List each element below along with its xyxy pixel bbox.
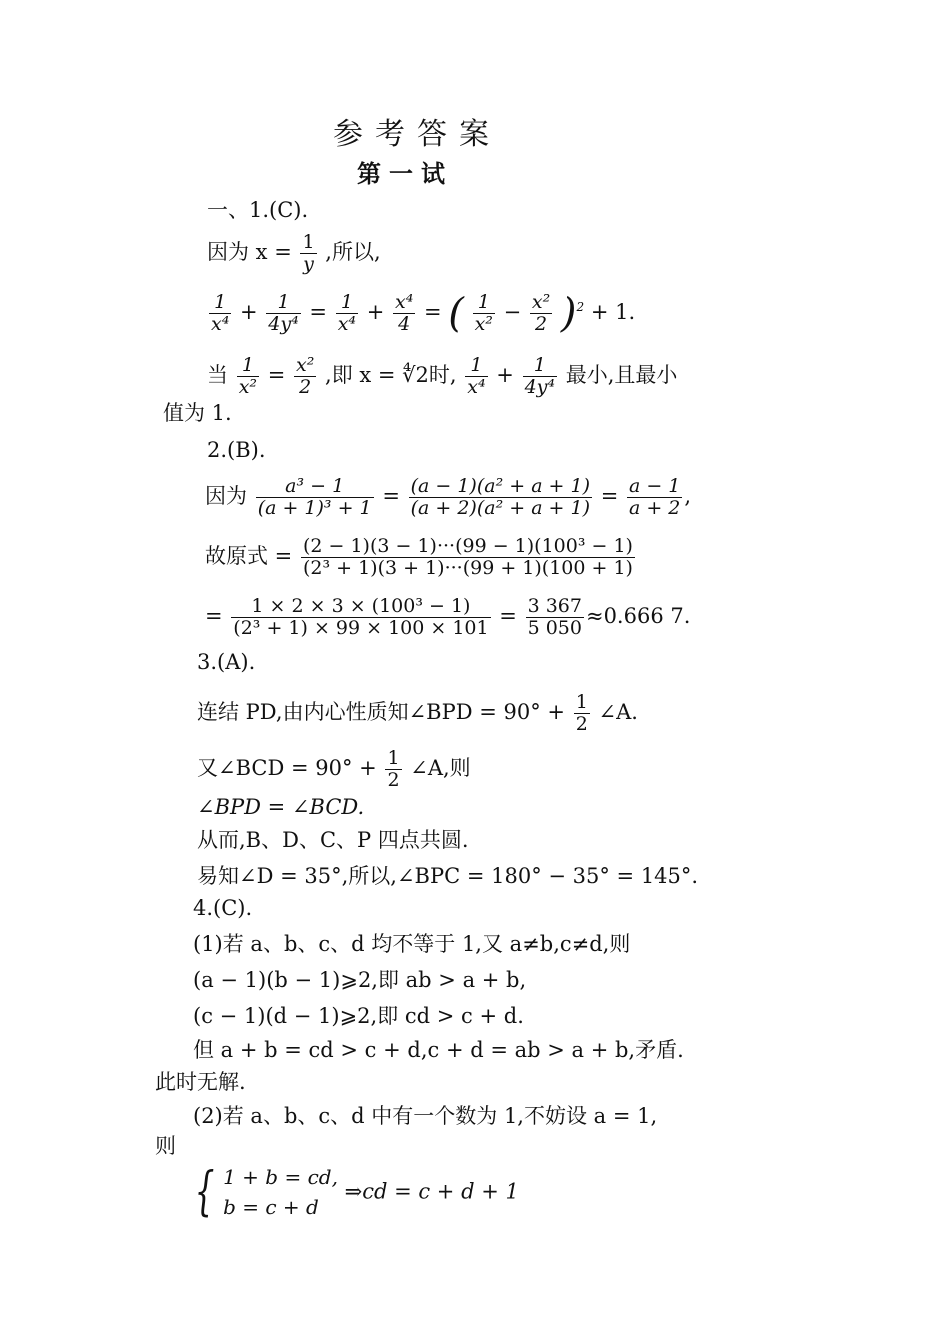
q2-line-1: 因为 $\frac{\text{a³ − 1}}{\text{(a + 1)³ + 1}}$ = $\frac{\text{(a − 1)(a² + a + 1)}}{\text{(a + 2)(a² + a + 1)}}$ = $\frac{a - 1}{a + 2}$ , xyxy=(205,475,692,519)
q2-heading: 2.(B). xyxy=(207,438,266,462)
q4-line-2: (a − 1)(b − 1)⩾2,即 ab > a + b, xyxy=(193,968,527,992)
q3-line-4: 从而,B、D、C、P 四点共圆. xyxy=(197,828,469,852)
section-title: 第一试 xyxy=(357,159,453,188)
q1-line-1 xyxy=(207,232,381,275)
q4-line-4: 但 a + b = cd > c + d,c + d = ab > a + b,矛盾. xyxy=(193,1038,684,1062)
q4-line-3: (c − 1)(d − 1)⩾2,即 cd > c + d. xyxy=(193,1004,524,1028)
q3-line-3: ∠BPD = ∠BCD. xyxy=(197,795,365,819)
q4-line-1: (1)若 a、b、c、d 均不等于 1,又 a≠b,c≠d,则 xyxy=(193,932,631,956)
q4-equation-system: { 1 + b = cd, b = c + d ⇒cd = c + d + 1 xyxy=(194,1162,519,1222)
brace: { xyxy=(194,1162,215,1222)
text: ,所以, xyxy=(325,240,381,264)
q2-line-2: 故原式 = $\frac{\text{(2 − 1)(3 − 1)···(99 − 1)(100³ − 1)}}{\text{(2³ + 1)(3 + 1)···(99 + 1)(100 + 1)}}$ xyxy=(205,535,633,579)
q4-line-6: (2)若 a、b、c、d 中有一个数为 1,不妨设 a = 1, xyxy=(193,1104,658,1128)
q2-line-3: = $\frac{\text{1 × 2 × 3 × (100³ − 1)}}{\text{(2³ + 1) × 99 × 100 × 101}}$ = $\frac{3 367}{5 050}$ ≈0.666 7. xyxy=(205,595,691,639)
fraction: $\frac{1}{y}$ xyxy=(302,231,315,275)
q3-line-2: 又∠BCD = 90° + $\frac{1}{2}$ ∠A,则 xyxy=(197,747,471,791)
q1-line-3: 当 $\frac{1}{\text{x²}}$ = $\frac{\text{x²}}{2}$ ,即 x = ∜2时, $\frac{1}{\text{x⁴}}$ + $\frac{1}{\text{4y⁴}}$ 最小,且最小 xyxy=(207,354,678,398)
q1-line-2: $\frac{1}{\text{x⁴}}$ + $\frac{1}{\text{4y⁴}}$ = $\frac{1}{\text{x⁴}}$ + $\frac{\text{x⁴}}{4}$ = ( $\frac{1}{\text{x²}}$ − $\frac{\text{x²}}{2}$ )$^2$ + 1. xyxy=(211,290,636,337)
text: 因为 x = xyxy=(207,240,292,264)
q1-line-4: 值为 1. xyxy=(163,401,232,425)
q4-line-7: 则 xyxy=(155,1134,176,1158)
q3-line-5: 易知∠D = 35°,所以,∠BPC = 180° − 35° = 145°. xyxy=(197,864,699,888)
q3-heading: 3.(A). xyxy=(197,650,256,674)
q1-heading: 一、1.(C). xyxy=(207,198,309,222)
q4-heading: 4.(C). xyxy=(193,896,253,920)
q4-line-5: 此时无解. xyxy=(155,1070,246,1094)
page-title: 参考答案 xyxy=(333,117,501,152)
q3-line-1: 连结 PD,由内心性质知∠BPD = 90° + $\frac{1}{2}$ ∠A. xyxy=(197,691,638,735)
